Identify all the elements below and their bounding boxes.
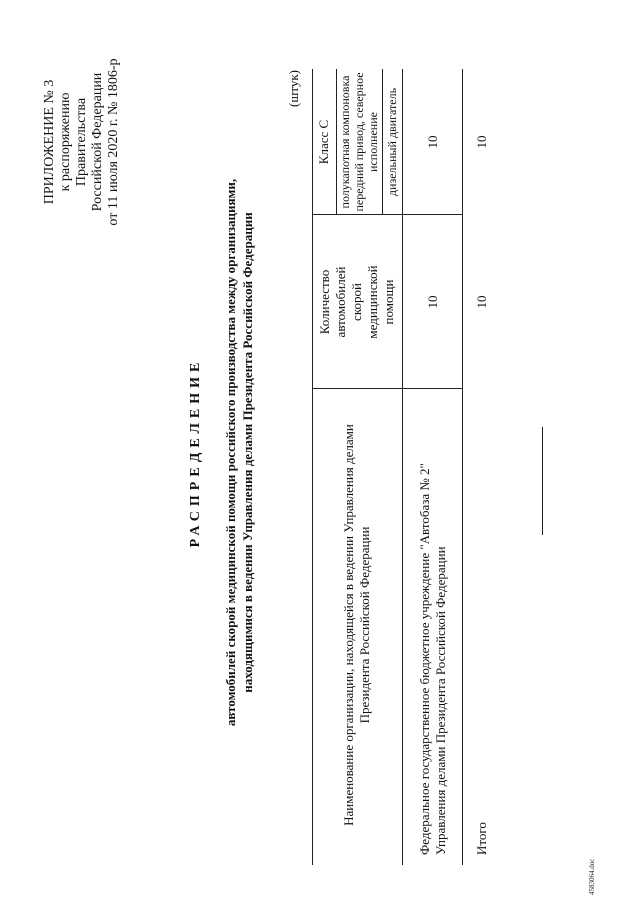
unit-label: (штук) xyxy=(286,70,301,107)
total-row-count: 10 xyxy=(474,295,489,309)
table-rule-col-1 xyxy=(312,388,462,389)
document-title: РАСПРЕДЕЛЕНИЕ xyxy=(188,357,203,548)
document-subtitle xyxy=(222,100,256,805)
header-organization: Наименование организации, находящейся в ведении Управления делами Президента Российской Федерации xyxy=(341,424,372,826)
header-class-c: Класс С xyxy=(316,119,331,165)
appendix-number: ПРИЛОЖЕНИЕ № 3 xyxy=(42,79,57,205)
table-row-count: 10 xyxy=(425,295,440,309)
table-row-organization: Федеральное государственное бюджетное учреждение "Автобаза № 2" Управления делами Президента Российской Федерации xyxy=(417,463,448,855)
total-row-label: Итого xyxy=(474,822,489,855)
header-ambulance-count: Количество автомобилей скорой медицинской помощи xyxy=(317,265,396,339)
table-rule-header-bottom xyxy=(402,69,403,865)
table-rule-row-1 xyxy=(462,69,463,865)
header-class-c-engine: дизельный двигатель xyxy=(385,87,399,197)
subtitle-line-1: автомобилей скорой медицинской помощи российского производства между организациями, xyxy=(223,178,238,727)
appendix-date-line: от 11 июля 2020 г. № 1806-р xyxy=(106,58,121,226)
total-row-class-c: 10 xyxy=(474,135,489,149)
appendix-country-line: Российской Федерации xyxy=(90,72,105,212)
appendix-block xyxy=(42,47,122,237)
table-row-class-c: 10 xyxy=(425,135,440,149)
file-reference: 4583064.doc xyxy=(588,858,596,895)
header-class-c-layout: полукапотная компоновка передний привод, северное исполнение xyxy=(338,72,380,212)
closing-rule xyxy=(542,427,543,535)
appendix-decree-line: к распоряжению Правительства xyxy=(58,92,89,192)
subtitle-line-2: находящимися в ведении Управления делами Президента Российской Федерации xyxy=(240,212,255,693)
